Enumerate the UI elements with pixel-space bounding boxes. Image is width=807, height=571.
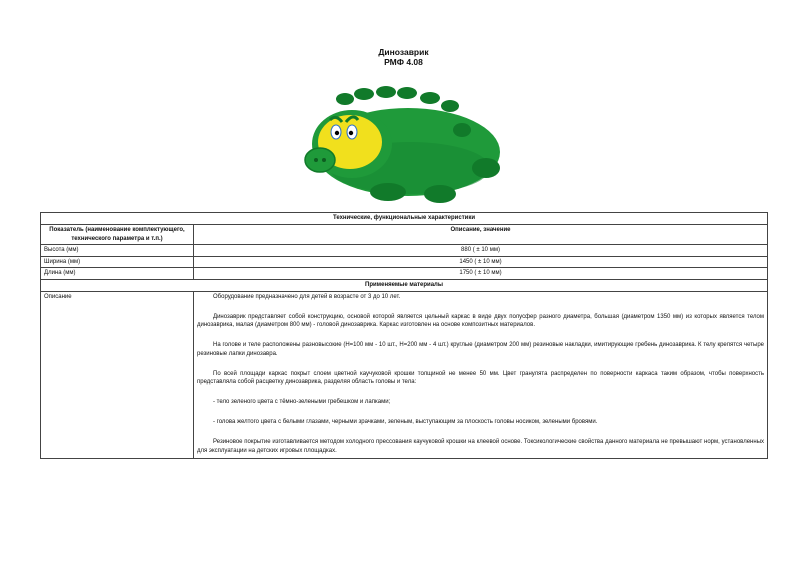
table-row [41,256,768,268]
row-value: 1750 ( ± 10 мм) [194,268,768,280]
crest-bump [336,93,354,105]
row-value: 1450 ( ± 10 мм) [194,256,768,268]
desc-paragraph: На голове и теле расположены разновысокие (H=100 мм - 10 шт., H=200 мм - 4 шт.) круглые (диаметром 200 мм) резиновые накладки, имитирующие гребень динозаврика. К телу крепятся четыре резиновые лапки динозавра. [197,342,764,357]
row-value: 880 ( ± 10 мм) [194,245,768,257]
spec-table [40,212,768,459]
table-row [41,245,768,257]
col-header-param: Показатель (наименование комплектующего, технического параметра и т.п.) [41,225,194,245]
pupil [349,131,353,135]
dino-leg [370,183,406,201]
nostril [322,158,326,162]
desc-paragraph: По всей площади каркас покрыт слоем цветной каучуковой крошки толщиной не менее 50 мм. Цвет гранулята распределен по поверности каркаса таким образом, чтобы поверхность представляла собой расцветку динозаврика, разделяя область головы и тела: [197,370,764,385]
col-header-value: Описание, значение [194,225,768,245]
desc-paragraph: Резиновое покрытие изготавливается методом холодного прессования каучуковой крошки на клеевой основе. Токсикологические свойства данного материала не превышают норм, установленных для эксплуатации на детских игровых площадках. [197,439,764,454]
section-tech: Технические, функциональные характеристики [41,213,768,225]
dino-leg [472,158,500,178]
crest-bump [376,86,396,98]
section-materials: Применяемые материалы [41,279,768,291]
dinosaur-image [300,76,506,207]
document-code: РМФ 4.08 [384,57,423,67]
table-row [41,268,768,280]
dino-leg [424,185,456,203]
row-param: Длина (мм) [41,268,194,280]
desc-label: Описание [41,291,194,459]
pupil [335,131,339,135]
dino-nose [305,148,335,172]
desc-paragraph: Динозаврик представляет собой конструкцию, основой которой является цельный каркас в виде двух полусфер разного диаметра, большая (диаметром 1350 мм) из которых является телом динозаврика, малая (диаметром 800 мм) - головой динозаврика. Каркас изготовлен на основе композитных материалов. [197,313,764,328]
crest-bump [354,88,374,100]
desc-paragraph: - голова желтого цвета с белыми глазами, черными зрачками, зеленым, выступающим за плоскость головы носиком, зелеными бровями. [213,419,598,425]
document-title: Динозаврик [378,47,429,57]
desc-paragraph: - тело зеленого цвета с тёмно-зелеными гребешком и лапками; [213,399,391,405]
description-cell [194,291,768,459]
crest-bump [397,87,417,99]
row-param: Ширина (мм) [41,256,194,268]
crest-bump [441,100,459,112]
nostril [314,158,318,162]
desc-paragraph: Оборудование предназначено для детей в возрасте от 3 до 10 лет. [213,293,401,300]
dinosaur-figure [305,86,500,203]
row-param: Высота (мм) [41,245,194,257]
crest-bump [420,92,440,104]
dino-leg [453,123,471,137]
